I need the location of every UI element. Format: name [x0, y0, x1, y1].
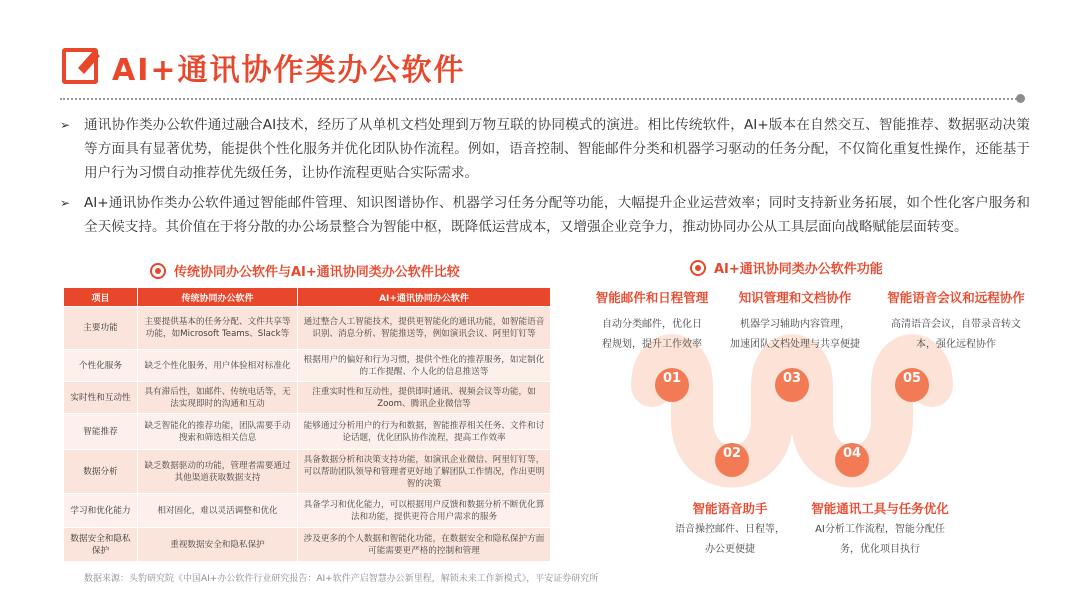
feature-desc: AI分析工作流程，智能分配任 务，优化项目执行 — [815, 524, 945, 555]
step-number: 01 — [662, 371, 682, 386]
col-header: AI+通讯协同办公软件 — [298, 288, 551, 307]
table-cell: 具有滞后性，如邮件、传统电话等，无法实现即时的沟通和互动 — [138, 382, 298, 414]
step-number: 03 — [782, 371, 802, 386]
comparison-title: 传统协同办公软件与AI+通讯协同类办公软件比较 — [174, 265, 460, 280]
table-cell: 相对固化，难以灵活调整和优化 — [138, 494, 298, 528]
feature-desc: 机器学习辅助内容管理， 加速团队文档处理与共享便捷 — [730, 319, 860, 350]
table-cell: 缺乏数据驱动的功能，管理者需要通过其他渠道获取数据支持 — [138, 450, 298, 494]
bullet-text: AI+通讯协作类办公软件通过智能邮件管理、知识图谱协作、机器学习任务分配等功能，大幅提升企业运营效率；同时支持新业务拓展，如个性化客户服务和全天候支持。其价值在于将分散的办公场景整合为智能中枢，既降低运营成本，又增强企业竞争力，推动协同办公从工具层面向战略赋能层面转变。 — [84, 195, 1030, 235]
col-header: 项目 — [64, 288, 138, 307]
bullet-text: 通讯协作类办公软件通过融合AI技术，经历了从单机文档处理到万物互联的协同模式的演进。相比传统软件，AI+版本在自然交互、智能推荐、数据驱动决策等方面具有显著优势，能提供个性化服务并优化团队协作流程。例如，语音控制、智能邮件分类和机器学习驱动的任务分配，不仅简化重复性操作，还能基于用户行为习惯自动推荐优先级任务，让协作流程更贴合实际需求。 — [84, 117, 1030, 181]
step-number: 04 — [842, 446, 862, 461]
feature-desc: 自动分类邮件，优化日 程规划，提升工作效率 — [602, 319, 702, 350]
row-header: 学习和优化能力 — [64, 494, 138, 528]
table-cell: 缺乏智能化的推荐功能，团队需要手动搜索和筛选相关信息 — [138, 414, 298, 450]
table-cell: 缺乏个性化服务，用户体验相对标准化 — [138, 350, 298, 382]
step-number: 02 — [722, 446, 742, 461]
step-number: 05 — [902, 371, 922, 386]
table-cell: 具备学习和优化能力，可以根据用户反馈和数据分析不断优化算法和功能，提供更符合用户需求的服务 — [298, 494, 551, 528]
table-cell: 涉及更多的个人数据和智能化功能，在数据安全和隐私保护方面可能需要更严格的控制和管理 — [298, 528, 551, 562]
feature-desc: 高清语音会议，自带录音转文 本，强化远程协作 — [891, 319, 1021, 350]
source-note: 数据来源：头豹研究院《中国AI+办公软件行业研究报告：AI+软件产启智慧办公新里程，解锁未来工作新模式》，平安证券研究所 — [84, 574, 599, 584]
feature-title: 智能语音会议和远程协作 — [887, 290, 1025, 305]
features-title: AI+通讯协同类办公软件功能 — [714, 262, 883, 277]
table-cell: 能够通过分析用户的行为和数据，智能推荐相关任务、文件和讨论话题，优化团队协作流程，提高工作效率 — [298, 414, 551, 450]
table-cell: 重视数据安全和隐私保护 — [138, 528, 298, 562]
row-header: 智能推荐 — [64, 414, 138, 450]
row-header: 个性化服务 — [64, 350, 138, 382]
arrow-bullet-icon: ➢ — [60, 196, 71, 210]
table-cell: 具备数据分析和决策支持功能，如演讯企业微信、阿里钉钉等，可以帮助团队领导和管理者更好地了解团队工作情况，作出更明智的决策 — [298, 450, 551, 494]
row-header: 主要功能 — [64, 307, 138, 350]
col-header: 传统协同办公软件 — [138, 288, 298, 307]
feature-title: 智能邮件和日程管理 — [595, 290, 709, 305]
table-cell: 根据用户的偏好和行为习惯，提供个性化的推荐服务，如定制化的工作提醒、个人化的信息推送等 — [298, 350, 551, 382]
row-header: 数据分析 — [64, 450, 138, 494]
page-title: AI+通讯协作类办公软件 — [112, 53, 466, 88]
feature-title: 知识管理和文档协作 — [738, 290, 852, 305]
table-cell: 主要提供基本的任务分配、文件共享等功能，如Microsoft Teams、Slack等 — [138, 307, 298, 350]
table-cell: 通过整合人工智能技术，提供更智能化的通讯功能，如智能语音识别、消息分析、智能推送等，例如演讯会议、阿里钉钉等 — [298, 307, 551, 350]
row-header: 实时性和互动性 — [64, 382, 138, 414]
row-header: 数据安全和隐私保护 — [64, 528, 138, 562]
arrow-bullet-icon: ➢ — [60, 118, 71, 132]
feature-desc: 语音操控邮件、日程等， 办公更便捷 — [675, 524, 785, 555]
feature-title: 智能语音助手 — [692, 501, 768, 516]
table-cell: 注重实时性和互动性，提供即时通讯、视频会议等功能，如Zoom、腾讯企业微信等 — [298, 382, 551, 414]
feature-title: 智能通讯工具与任务优化 — [811, 501, 949, 516]
